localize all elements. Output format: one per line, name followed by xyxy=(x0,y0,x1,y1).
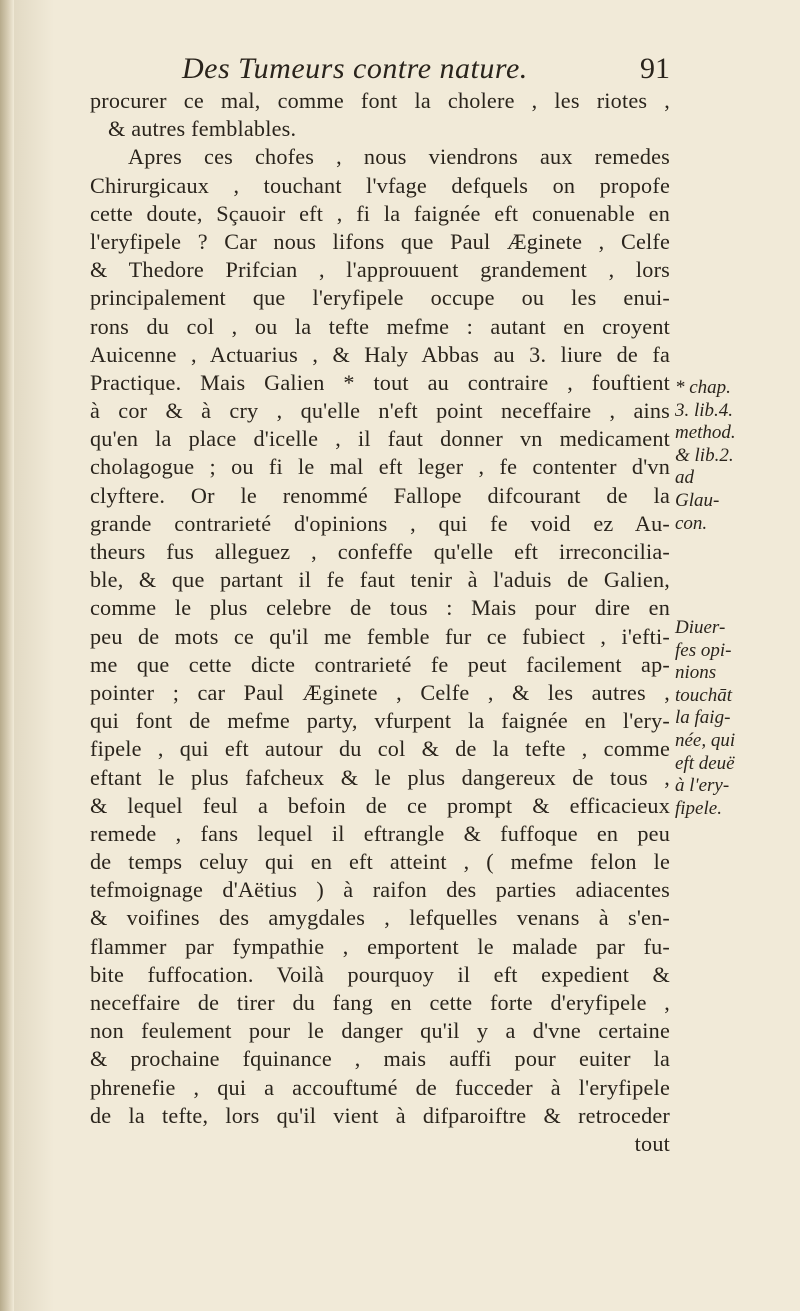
text-line: Chirurgicaux , touchant l'vfage defquels on propofe xyxy=(90,172,670,198)
margin-note-summary xyxy=(675,617,785,820)
margin-note-line: fes opi- xyxy=(675,639,732,661)
main-text xyxy=(90,87,670,1158)
margin-note-line: nions xyxy=(675,662,717,684)
page-shadow xyxy=(14,0,54,1311)
margin-note-line: touchāt xyxy=(675,684,732,706)
catchword: tout xyxy=(634,1130,670,1156)
text-line: de la tefte, lors qu'il vient à difparoiftre & retroceder xyxy=(90,1102,670,1128)
text-line: & autres femblables. xyxy=(108,116,297,142)
text-line: & prochaine fquinance , mais auffi pour euiter la xyxy=(90,1046,670,1072)
text-line: qui font de mefme party, vfurpent la faignée en l'ery- xyxy=(90,708,670,734)
text-line: eftant le plus fafcheux & le plus dangereux de tous , xyxy=(90,764,670,790)
text-line: à cor & à cry , qu'elle n'eft point neceffaire , ains xyxy=(90,398,670,424)
text-line: phrenefie , qui a accouftumé de fucceder à l'eryfipele xyxy=(90,1074,670,1100)
text-line: comme le plus celebre de tous : Mais pour dire en xyxy=(90,595,670,621)
text-line: neceffaire de tirer du fang en cette forte d'eryfipele , xyxy=(90,990,670,1015)
margin-note-line: method. xyxy=(675,422,736,444)
margin-note-line: 3. lib.4. xyxy=(675,399,734,421)
text-line: cette doute, Sçauoir eft , fi la faignée eft conuenable en xyxy=(90,200,670,226)
text-line: remede , fans lequel il eftrangle & fuffoque en peu xyxy=(90,820,670,846)
text-line: me que cette dicte contrarieté fe peut facilement ap- xyxy=(90,651,670,677)
text-line: peu de mots ce qu'il me femble fur ce fubiect , i'efti- xyxy=(90,623,670,649)
text-line: theurs fus alleguez , confeffe qu'elle eft irreconcilia- xyxy=(90,539,670,564)
margin-note-line: à l'ery- xyxy=(675,775,730,797)
running-title: Des Tumeurs contre nature. xyxy=(182,52,528,85)
margin-note-reference xyxy=(675,377,785,535)
text-line: Auicenne , Actuarius , & Haly Abbas au 3. liure de fa xyxy=(90,341,670,367)
text-line: bite fuffocation. Voilà pourquoy il eft expedient & xyxy=(90,961,670,987)
text-line: l'eryfipele ? Car nous lifons que Paul Æginete , Celfe xyxy=(90,228,670,254)
text-line: principalement que l'eryfipele occupe ou les enui- xyxy=(90,285,670,311)
text-line: procurer ce mal, comme font la cholere , les riotes , xyxy=(90,88,670,113)
text-line: Apres ces chofes , nous viendrons aux remedes xyxy=(128,144,670,170)
text-line: fipele , qui eft autour du col & de la tefte , comme xyxy=(90,736,670,762)
text-line: cholagogue ; ou fi le mal eft leger , fe contenter d'vn xyxy=(90,454,670,480)
text-line: qu'en la place d'icelle , il faut donner vn medicament xyxy=(90,426,670,452)
text-line: de temps celuy qui en eft atteint , ( mefme felon le xyxy=(90,849,670,875)
margin-note-line: eft deuë xyxy=(675,752,735,774)
text-line: Practique. Mais Galien * tout au contraire , fouftient xyxy=(90,369,670,395)
text-line: & Thedore Prifcian , l'approuuent grandement , lors xyxy=(90,257,670,283)
text-line: ble, & que partant il fe faut tenir à l'aduis de Galien, xyxy=(90,567,670,593)
margin-note-line: la faig- xyxy=(675,707,731,729)
text-line: grande contrarieté d'opinions , qui fe void ez Au- xyxy=(90,510,670,536)
running-header xyxy=(90,52,670,92)
margin-note-line: ad xyxy=(675,467,694,489)
text-line: & lequel feul a befoin de ce prompt & efficacieux xyxy=(90,792,670,818)
text-line: pointer ; car Paul Æginete , Celfe , & les autres , xyxy=(90,679,670,705)
text-line: non feulement pour le danger qu'il y a d'vne certaine xyxy=(90,1018,670,1044)
margin-note-line: & lib.2. xyxy=(675,444,734,466)
margin-note-line: * chap. xyxy=(675,377,731,398)
text-line: & voifines des amygdales , lefquelles venans à s'en- xyxy=(90,905,670,931)
text-line: clyftere. Or le renommé Fallope difcourant de la xyxy=(90,482,670,508)
text-line: tefmoignage d'Aëtius ) à raifon des parties adiacentes xyxy=(90,877,670,903)
page-number: 91 xyxy=(640,52,670,85)
margin-note-line: con. xyxy=(675,512,708,534)
margin-note-line: fipele. xyxy=(675,797,722,819)
margin-note-line: Glau- xyxy=(675,489,720,511)
binding-edge xyxy=(0,0,14,1311)
text-line: rons du col , ou la tefte mefme : autant en croyent xyxy=(90,313,670,339)
margin-note-line: née, qui xyxy=(675,729,736,751)
margin-note-line: Diuer- xyxy=(675,617,726,638)
text-line: flammer par fympathie , emportent le malade par fu- xyxy=(90,933,670,959)
